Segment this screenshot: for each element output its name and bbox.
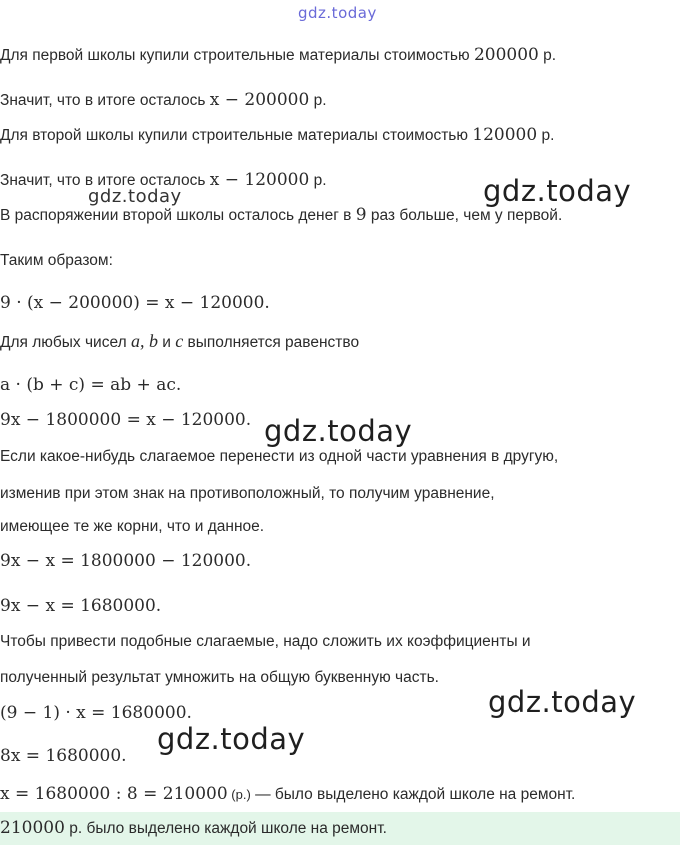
unit: р. <box>538 47 557 64</box>
text-line <box>0 330 359 354</box>
text-line: полученный результат умножить на общую буквенную часть. <box>0 669 439 686</box>
text-line <box>0 124 554 147</box>
watermark-large: gdz.today <box>483 174 632 208</box>
line-text: Для первой школы купили строительные материалы стоимостью <box>0 47 474 64</box>
unit: р. <box>309 92 327 109</box>
equation: 8x = 1680000. <box>0 746 127 766</box>
line-text: Значит, что в итоге осталось <box>0 92 210 109</box>
unit: (р.) <box>227 787 251 802</box>
line-text: Для второй школы купили строительные материалы стоимостью <box>0 127 473 144</box>
math-variable: c <box>175 331 184 351</box>
answer-number: 210000 <box>0 818 65 838</box>
equation: 9 · (x − 200000) = x − 120000. <box>0 293 270 313</box>
line-text: раз больше, чем у первой. <box>366 207 563 224</box>
unit: р. <box>309 172 327 189</box>
answer-text: р. было выделено каждой школе на ремонт. <box>64 820 387 837</box>
watermark-large: gdz.today <box>264 414 413 448</box>
math-variables: a, b <box>130 331 158 351</box>
text-line: Таким образом: <box>0 252 113 269</box>
text-line <box>0 204 562 227</box>
text-line <box>0 169 327 192</box>
text-line <box>0 89 327 112</box>
watermark-top: gdz.today <box>298 4 377 22</box>
text-line <box>0 44 556 67</box>
math-number: 9 <box>355 205 367 225</box>
equation: 9x − x = 1800000 − 120000. <box>0 551 252 571</box>
answer-box <box>0 812 680 845</box>
equation: (9 − 1) · x = 1680000. <box>0 703 192 723</box>
text-line: Если какое-нибудь слагаемое перенести из одной части уравнения в другую, <box>0 448 559 465</box>
line-text: Для любых чисел <box>0 334 131 351</box>
line-text: выполняется равенство <box>183 334 360 351</box>
unit: р. <box>537 127 555 144</box>
math-expression: x − 120000 <box>209 170 310 190</box>
watermark-large: gdz.today <box>488 685 637 719</box>
line-text: В распоряжении второй школы осталось денег в <box>0 207 356 224</box>
text-line <box>0 783 575 806</box>
math-expression: x = 1680000 : 8 = 210000 <box>0 784 228 804</box>
equation: a · (b + c) = ab + ac. <box>0 375 182 395</box>
line-text: и <box>157 334 176 351</box>
text-line: имеющее те же корни, что и данное. <box>0 518 265 535</box>
math-number: 200000 <box>473 45 539 65</box>
watermark-small: gdz.today <box>88 186 182 207</box>
watermark-large: gdz.today <box>157 722 306 756</box>
text-line: Чтобы привести подобные слагаемые, надо сложить их коэффициенты и <box>0 633 531 650</box>
math-number: 120000 <box>472 125 538 145</box>
equation: 9x − x = 1680000. <box>0 596 162 616</box>
line-text: — было выделено каждой школе на ремонт. <box>250 786 576 803</box>
line-text: Значит, что в итоге осталось <box>0 172 210 189</box>
answer-line <box>0 817 387 840</box>
math-expression: x − 200000 <box>209 90 310 110</box>
text-line: изменив при этом знак на противоположный, то получим уравнение, <box>0 485 495 502</box>
equation: 9x − 1800000 = x − 120000. <box>0 410 252 430</box>
